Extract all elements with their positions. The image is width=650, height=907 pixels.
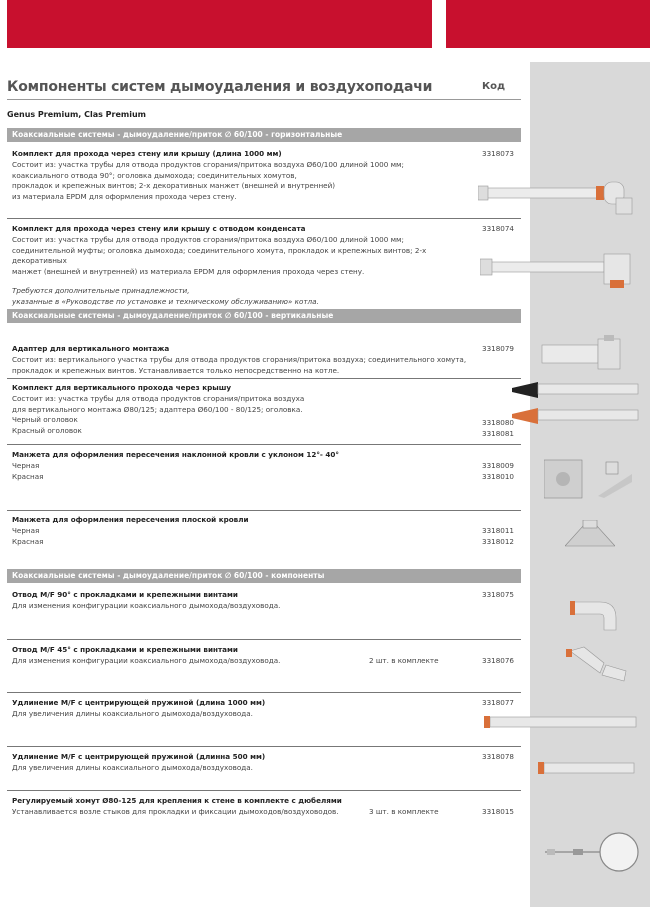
item-vertical-adapter	[12, 344, 482, 376]
pitched-flashing-image	[544, 458, 639, 500]
item-codes	[482, 526, 527, 548]
row-divider	[7, 639, 521, 640]
item-note-line: Требуются дополнительные принадлежности,	[12, 285, 190, 295]
item-title: Комплект для вертикального прохода через крышу	[12, 383, 232, 392]
item-code: 3318074	[482, 224, 515, 233]
item-desc-line: Для увеличения длины коаксиального дымохода/воздуховода.	[12, 762, 253, 772]
item-code: 3318076	[482, 656, 515, 665]
item-variant: Черная	[12, 460, 40, 470]
item-desc-line: Состоит из: участка трубы для отвода продуктов сгорания/притока воздуха Ø60/100 длиной 1000 мм;	[12, 159, 404, 169]
item-title: Адаптер для вертикального монтажа	[12, 344, 170, 353]
title-divider	[7, 99, 521, 100]
condensate-kit-image	[480, 250, 640, 290]
item-code: 3318075	[482, 590, 515, 599]
flat-flashing-image	[565, 520, 615, 550]
row-divider	[7, 378, 521, 379]
item-variant: Красная	[12, 471, 44, 481]
bend-45-image	[566, 645, 636, 685]
item-code: 3318011	[482, 526, 515, 535]
item-code: 3318080	[482, 418, 515, 427]
item-desc-line: для вертикального монтажа Ø80/125; адаптера Ø60/100 - 80/125; оголовка.	[12, 404, 303, 414]
row-divider	[7, 444, 521, 445]
item-extension-1000	[12, 698, 482, 720]
item-note-line: указанные в «Руководстве по установке и техническому обслуживанию» котла.	[12, 296, 319, 306]
item-codes	[482, 461, 527, 483]
item-code: 3318077	[482, 698, 515, 707]
vertical-adapter-image	[538, 333, 638, 375]
item-desc-line: прокладок и крепежных винтов; 2-х декоративных манжет (внешней и внутренней)	[12, 181, 336, 191]
item-code: 3318012	[482, 536, 515, 546]
item-quantity: 2 шт. в комплекте	[369, 656, 439, 665]
item-extension-500	[12, 752, 482, 774]
section-components: Коаксиальные системы - дымоудаление/приток ∅ 60/100 - компоненты	[7, 569, 521, 583]
section-horizontal: Коаксиальные системы - дымоудаление/приток ∅ 60/100 - горизонтальные	[7, 128, 521, 142]
item-title: Комплект для прохода через стену или крышу (длина 1000 мм)	[12, 149, 282, 158]
item-code: 3318079	[482, 344, 515, 353]
item-desc-line: коаксиального отвода 90°; оголовка дымохода; соединительных хомутов,	[12, 170, 297, 180]
item-variant: Красный оголовок	[12, 426, 82, 436]
horizontal-kit-image	[478, 176, 638, 216]
row-divider	[7, 746, 521, 747]
item-quantity: 3 шт. в комплекте	[369, 807, 439, 816]
row-divider	[7, 692, 521, 693]
row-divider	[7, 790, 521, 791]
item-title: Манжета для оформления пересечения плоской кровли	[12, 515, 249, 524]
item-desc-line: прокладок и крепежных винтов. Устанавливается только непосредственно на котле.	[12, 365, 340, 375]
header-red-bar-left	[7, 0, 432, 48]
vertical-roof-kit-image	[512, 382, 642, 430]
item-vertical-roof-kit	[12, 383, 482, 437]
item-title: Отвод M/F 90° с прокладками и крепежными винтами	[12, 590, 238, 599]
extension-1000-image	[484, 714, 640, 730]
item-code: 3318010	[482, 471, 515, 481]
item-title: Удлинение M/F с центрирующей пружиной (длина 1000 мм)	[12, 698, 266, 707]
row-divider	[7, 510, 521, 511]
item-title: Отвод M/F 45° с прокладками и крепежными винтами	[12, 645, 238, 654]
boiler-models: Genus Premium, Clas Premium	[7, 110, 146, 119]
item-bend-90	[12, 590, 482, 612]
item-code: 3318073	[482, 149, 515, 158]
item-desc-line: Для изменения конфигурации коаксиального дымохода/воздуховода.	[12, 655, 281, 665]
item-variant: Черный оголовок	[12, 415, 78, 425]
item-desc-line: Для увеличения длины коаксиального дымохода/воздуховода.	[12, 708, 253, 718]
header-red-bar-right	[446, 0, 650, 48]
item-desc-line: соединительной муфты; оголовка дымохода; соединительного хомута, прокладок и крепежных винтов; 2-х декоративных	[12, 245, 427, 266]
item-desc-line: Состоит из: участка трубы для отвода продуктов сгорания/притока воздуха Ø60/100 длиной 1000 мм;	[12, 234, 404, 244]
wall-clamp-image	[545, 830, 640, 876]
item-code: 3318015	[482, 807, 515, 816]
extension-500-image	[538, 760, 638, 776]
item-flat-roof-flashing	[12, 515, 482, 547]
item-desc-line: Для изменения конфигурации коаксиального дымохода/воздуховода.	[12, 600, 281, 610]
item-variant: Черная	[12, 525, 40, 535]
item-wall-roof-kit-condensate	[12, 224, 482, 308]
item-code: 3318078	[482, 752, 515, 761]
item-title: Манжета для оформления пересечения наклонной кровли с уклоном 12°- 40°	[12, 450, 340, 459]
item-code: 3318009	[482, 461, 515, 470]
code-column-header: Код	[482, 81, 506, 92]
item-wall-roof-kit	[12, 149, 482, 203]
item-title: Регулируемый хомут Ø80-125 для крепления к стене в комплекте с дюбелями	[12, 796, 342, 805]
item-desc-line: Устанавливается возле стыков для прокладки и фиксации дымоходов/воздуховодов.	[12, 806, 339, 816]
item-variant: Красная	[12, 536, 44, 546]
item-code: 3318081	[482, 428, 515, 438]
item-desc-line: из материала EPDM для оформления прохода через стену.	[12, 192, 237, 202]
item-title: Удлинение M/F с центрирующей пружиной (длинна 500 мм)	[12, 752, 266, 761]
section-vertical: Коаксиальные системы - дымоудаление/приток ∅ 60/100 - вертикальные	[7, 309, 521, 323]
page-title: Компоненты систем дымоудаления и воздухоподачи	[7, 79, 433, 95]
item-desc-line: Состоит из: вертикального участка трубы для отвода продуктов сгорания/притока воздуха; соединительного хомута,	[12, 354, 467, 364]
item-desc-line: Состоит из: участка трубы для отвода продуктов сгорания/притока воздуха	[12, 393, 305, 403]
item-title: Комплект для прохода через стену или крышу с отводом конденсата	[12, 224, 306, 233]
bend-90-image	[570, 592, 630, 632]
item-pitched-roof-flashing	[12, 450, 482, 482]
item-desc-line: манжет (внешней и внутренней) из материала EPDM для оформления прохода через стену.	[12, 267, 365, 277]
row-divider	[7, 218, 521, 219]
